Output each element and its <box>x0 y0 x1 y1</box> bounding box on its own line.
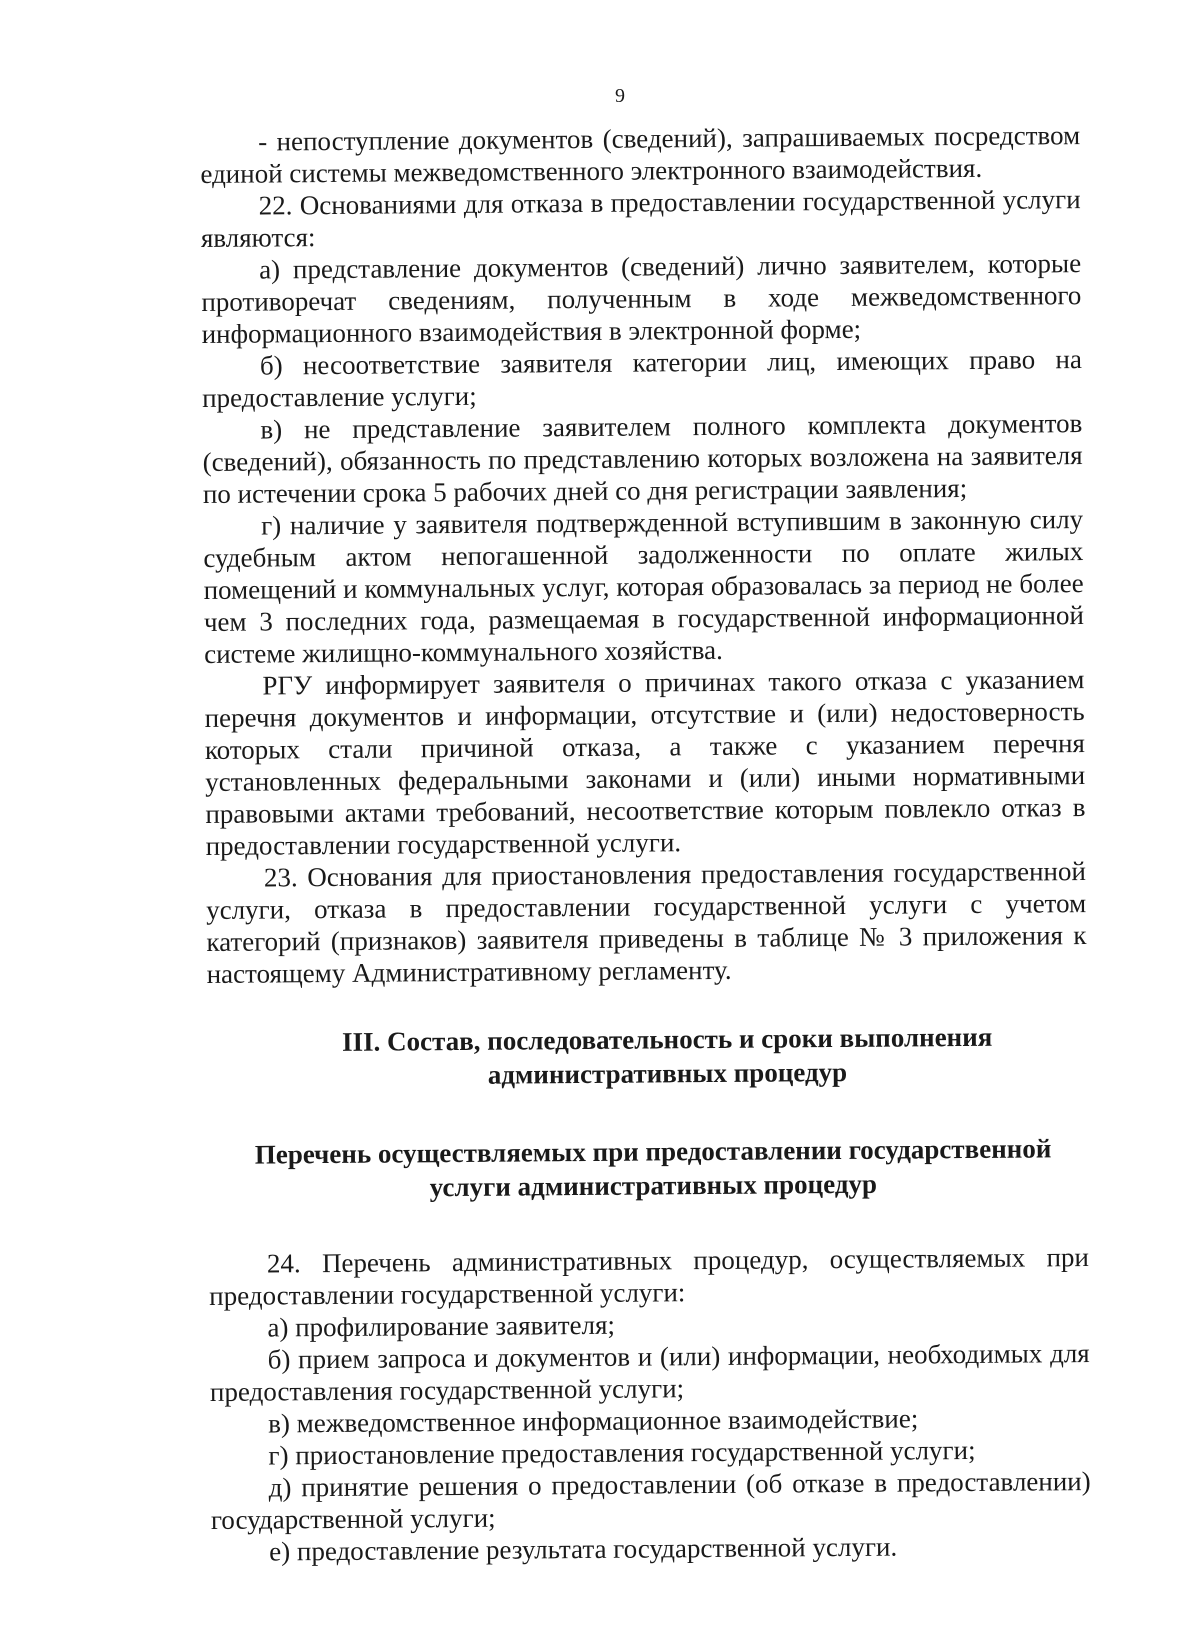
paragraph-22: 22. Основаниями для отказа в предоставлении государственной услуги являются: <box>200 184 1081 253</box>
paragraph-rgu-informs: РГУ информирует заявителя о причинах такого отказа с указанием перечня документов и информации, отсутствие и (или) недостоверность которых стали причиной отказа, а также с указанием перечня установленных федеральными законами и (или) иными нормативными правовыми актами требований, несоответствие которым повлекло отказ в предоставлении государственной услуги. <box>204 664 1086 861</box>
paragraph-23: 23. Основания для приостановления предоставления государственной услуги, отказа в предоставлении государственной услуги с учетом категорий (признаков) заявителя приведены в таблице № 3 приложения к настоящему Административному регламенту. <box>206 856 1087 989</box>
list-item-b: б) прием запроса и документов и (или) информации, необходимых для предоставления государственной услуги; <box>209 1338 1090 1407</box>
section-heading <box>207 1019 1088 1094</box>
paragraph-22-a: а) представление документов (сведений) лично заявителем, которые противоречат сведениям, полученным в ходе межведомственного информационного взаимодействия в электронной форме; <box>201 248 1082 349</box>
list-item-d: д) принятие решения о предоставлении (об отказе в предоставлении) государственной услуги; <box>210 1466 1091 1535</box>
page-number: 9 <box>615 85 625 107</box>
document-body <box>200 119 1091 1568</box>
section-heading-line1: III. Состав, последовательность и сроки выполнения <box>341 1021 993 1057</box>
paragraph-22-b: б) несоответствие заявителя категории лиц, имеющих право на предоставление услуги; <box>202 344 1082 413</box>
subsection-heading-line2: услуги административных процедур <box>429 1168 878 1203</box>
list-item-v: в) межведомственное информационное взаимодействие; <box>268 1403 919 1439</box>
subsection-heading <box>208 1131 1089 1206</box>
subsection-heading-line1: Перечень осуществляемых при предоставлении государственной <box>254 1133 1052 1170</box>
section-heading-line2: административных процедур <box>487 1056 848 1090</box>
paragraph-22-g: г) наличие у заявителя подтвержденной вступившим в законную силу судебным актом непогашенной задолженности по оплате жилых помещений и коммунальных услуг, которая образовалась за период не более чем 3 последних года, размещаемая в государственной информационной системе жилищно-коммунального хозяйства. <box>203 504 1084 669</box>
paragraph-24: 24. Перечень административных процедур, осуществляемых при предоставлении государственной услуги: <box>209 1242 1090 1311</box>
paragraph-nonreceipt: - непоступление документов (сведений), запрашиваемых посредством единой системы межведомственного электронного взаимодействия. <box>200 120 1081 189</box>
list-item-e: е) предоставление результата государственной услуги. <box>269 1531 898 1567</box>
list-item-a: а) профилирование заявителя; <box>267 1309 616 1343</box>
list-item-g: г) приостановление предоставления государственной услуги; <box>268 1434 976 1471</box>
paragraph-22-v: в) не представление заявителем полного комплекта документов (сведений), обязанность по представлению которых возложена на заявителя по истечении срока 5 рабочих дней со дня регистрации заявления; <box>202 408 1083 509</box>
